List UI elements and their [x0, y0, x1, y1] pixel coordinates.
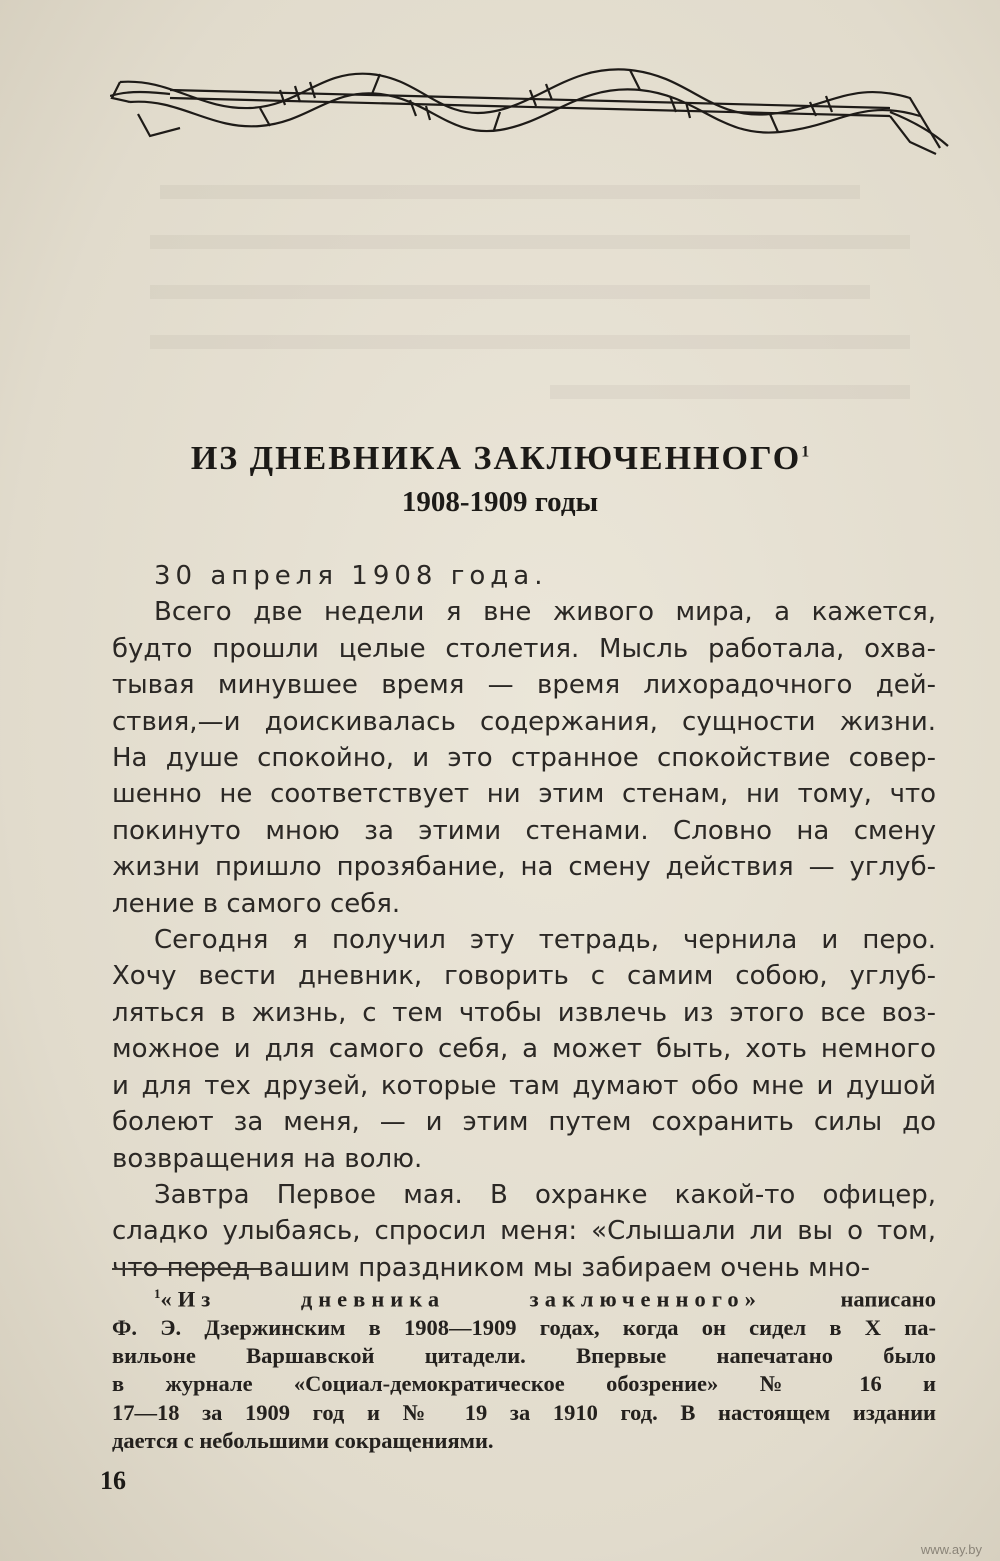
chapter-subtitle: 1908-1909 годы: [401, 486, 599, 518]
footnote-line: 17—18 за 1909 год и № 19 за 1910 год. В настоящем издании: [112, 1399, 936, 1425]
text-line: На душе спокойно, и это странное спокойствие совер-: [112, 743, 936, 774]
text-line: Хочу вести дневник, говорить с самим собою, углуб-: [112, 961, 936, 992]
bleed-through-shadow: [150, 185, 910, 435]
footnote-spaced-title: «Из дневника заключенного»: [160, 1286, 762, 1312]
watermark: www.ay.by: [920, 1542, 982, 1557]
text-line: покинуто мною за этими стенами. Словно на смену: [112, 815, 936, 846]
footnote: [112, 1280, 936, 1455]
footnote-line-rest: написано: [840, 1286, 937, 1312]
ribbon-wreath-icon: [110, 50, 950, 160]
footnote-line: Ф. Э. Дзержинским в 1908—1909 годах, когда он сидел в X па-: [112, 1314, 936, 1340]
text-line: Всего две недели я вне живого мира, а кажется,: [154, 597, 936, 628]
text-line: что перед вашим праздником мы забираем очень мно-: [112, 1252, 871, 1283]
text-line: Завтра Первое мая. В охранке какой-то офицер,: [154, 1179, 936, 1210]
footnote-lines: [112, 1314, 936, 1455]
title-footnote-marker: 1: [801, 443, 810, 461]
footnote-line: в журнале «Социал-демократическое обозрение» № 16 и: [112, 1371, 936, 1397]
text-line: жизни пришло прозябание, на смену действия — углуб-: [112, 852, 936, 883]
text-line: сладко улыбаясь, спросил меня: «Слышали ли вы о том,: [112, 1216, 936, 1247]
text-line: ляться в жизнь, с тем чтобы извлечь из этого все воз-: [112, 997, 936, 1028]
text-line: болеют за меня, — и этим путем сохранить силы до: [112, 1107, 936, 1138]
footnote-line: дается с небольшими сокращениями.: [112, 1427, 494, 1453]
text-line: тывая минувшее время — время лихорадочного дей-: [112, 670, 936, 701]
footnote-marker: 1: [154, 1286, 161, 1301]
text-line: и для тех друзей, которые там думают обо мне и душой: [112, 1070, 936, 1101]
paragraph-list: [112, 594, 936, 1286]
entry-date: 30 апреля 1908 года.: [154, 561, 548, 591]
text-line: ление в самого себя.: [112, 888, 401, 919]
footnote-line: вильоне Варшавской цитадели. Впервые напечатано было: [112, 1343, 936, 1369]
paragraph: [112, 594, 936, 922]
page-number: 16: [100, 1466, 126, 1495]
footnote-divider: [112, 1268, 264, 1270]
chapter-title: ИЗ ДНЕВНИКА ЗАКЛЮЧЕННОГО$^1$: [190, 440, 810, 477]
text-line: возвращения на волю.: [112, 1143, 423, 1174]
text-line: шенно не соответствует ни этим стенам, ни тому, что: [112, 779, 936, 810]
text-line: можное и для самого себя, а может быть, хоть немного: [112, 1034, 936, 1065]
text-line: Сегодня я получил эту тетрадь, чернила и перо.: [154, 925, 936, 956]
footnote-first-line: [112, 1280, 936, 1314]
text-line: ствия,—и доискивалась содержания, сущности жизни.: [112, 706, 936, 737]
paragraph: [112, 922, 936, 1177]
body-text: [112, 558, 936, 1286]
text-line: будто прошли целые столетия. Мысль работала, охва-: [112, 633, 936, 664]
